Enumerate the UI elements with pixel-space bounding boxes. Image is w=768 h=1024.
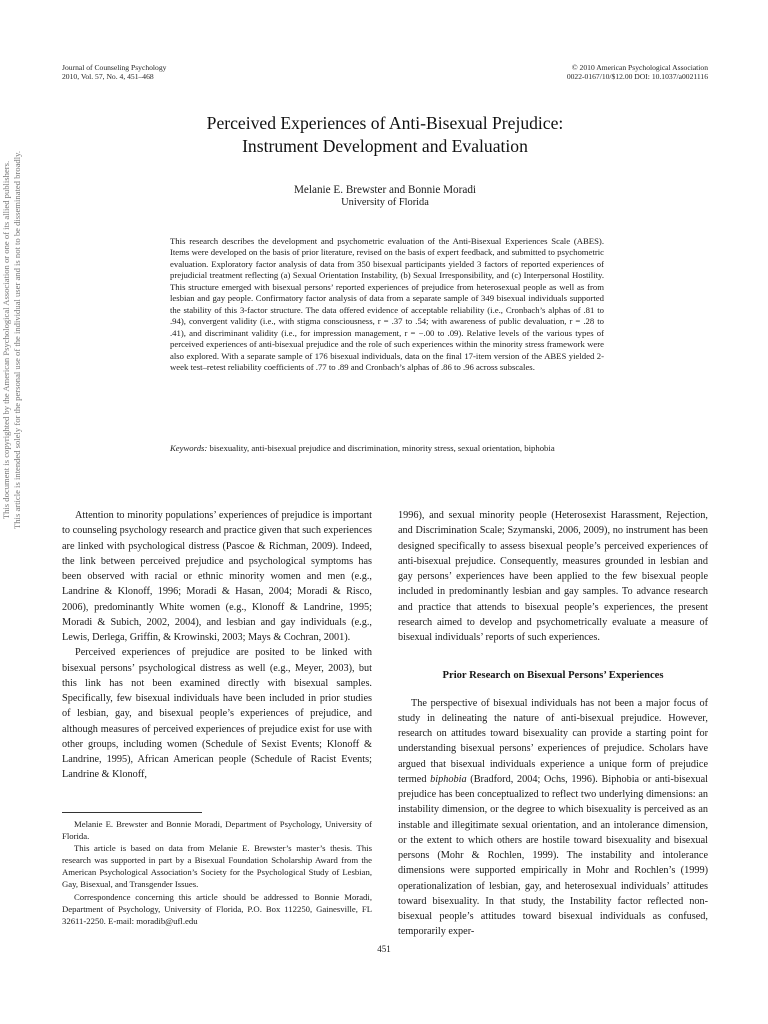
body-paragraph: Attention to minority populations’ experiences of prejudice is important to counseling psychology research and practice given that such experiences are linked with psychological distress (Pascoe & Richman, 2009). Indeed, the link between perceived prejudice and psychological symptoms has been observed with racial or ethnic minority women and men (e.g., Landrine & Klonoff, 1996; Moradi & Hasan, 2004; Moradi & Risco, 2006), predominantly White women (e.g., Klonoff & Landrine, 1995; Moradi & Subich, 2002, 2004), and lesbian and gay individuals (e.g., Lewis, Derlega, Griffin, & Krowinski, 2003; Mays & Cochran, 2001). <box>62 510 372 643</box>
page-number: 451 <box>377 944 391 954</box>
journal-name: Journal of Counseling Psychology <box>62 63 167 72</box>
journal-citation: 2010, Vol. 57, No. 4, 451–468 <box>62 72 154 82</box>
side-notice-line-1: This document is copyrighted by the American Psychological Association or one of its allied publishers. <box>1 160 11 520</box>
keywords-list: bisexuality, anti-bisexual prejudice and discrimination, minority stress, sexual orientation, biphobia <box>209 443 555 453</box>
article-title-line-1: Perceived Experiences of Anti-Bisexual Prejudice: <box>206 113 564 133</box>
author-names: Melanie E. Brewster and Bonnie Moradi <box>293 184 477 196</box>
body-column-left <box>62 508 372 783</box>
running-header-left <box>62 63 166 81</box>
italic-term: biphobia <box>430 773 467 785</box>
body-column-right <box>398 508 708 940</box>
paragraph-text: The perspective of bisexual individuals has not been a major focus of study in delineating the nature of anti-bisexual prejudice. However, research on attitudes toward bisexuality can provide a starting point for understanding bisexual persons’ experiences of prejudice. Scholars have argued that bisexual individuals experience a unique form of prejudice termed <box>398 697 708 785</box>
running-header-right <box>567 63 708 81</box>
article-title-line-2: Instrument Development and Evaluation <box>242 136 528 156</box>
copyright-side-notice <box>1 10 23 670</box>
keywords <box>170 443 604 454</box>
footnote: Correspondence concerning this article should be addressed to Bonnie Moradi, Department of Psychology, University of Florida, P.O. Box 112250, Gainesville, FL 32611-2250. E-mail: moradib@ufl.edu <box>62 891 372 926</box>
footnotes <box>62 818 372 927</box>
article-title <box>62 112 708 158</box>
footnote-divider <box>62 812 202 813</box>
body-paragraph: Perceived experiences of prejudice are posited to be linked with bisexual persons’ psychological distress as well (e.g., Meyer, 2003), but this link has not been examined directly with bisexual samples. Specifically, few bisexual individuals have been included in prior studies of lesbian, gay, and bisexual people’s experiences of prejudice, and although measures of perceived experiences of prejudice exist for use with other groups, including women (Schedule of Sexist Events; Klonoff & Landrine, 1995), African American people (Schedule of Racist Events; Landrine & Klonoff, <box>62 647 372 781</box>
paragraph-text: (Bradford, 2004; Ochs, 1996). Biphobia or anti-bisexual prejudice has been conceptualized to reflect two underlying dimensions: an instability dimension, or the degree to which bisexuality is perceived as an instable and illegitimate sexual orientation, and an intolerance dimension, or the extent to which others are hostile toward bisexuality and bisexual persons (Mohr & Rochlen, 1999). The instability and intolerance dimensions were supported empirically in Mohr and Rochlen’s (1999) operationalization of lesbian, gay, and heterosexual individuals’ attitudes toward bisexuality. In that study, the Instability factor reflected non-bisexual people’s attitudes toward bisexual individuals as confused, temporarily exper- <box>398 773 708 938</box>
keywords-label: Keywords: <box>170 443 208 453</box>
footnote: This article is based on data from Melanie E. Brewster’s master’s thesis. This research was supported in part by a Bisexual Foundation Scholarship Award from the American Psychological Association’s Society for the Psychological Study of Lesbian, Gay, Bisexual, and Transgender Issues. <box>62 843 372 890</box>
author-affiliation: University of Florida <box>341 197 429 208</box>
footnote: Melanie E. Brewster and Bonnie Moradi, Department of Psychology, University of Florida. <box>62 819 372 842</box>
doi-line: 0022-0167/10/$12.00 DOI: 10.1037/a0021116 <box>566 72 708 82</box>
section-heading: Prior Research on Bisexual Persons’ Experiences <box>442 670 664 682</box>
copyright-line: © 2010 American Psychological Association <box>571 63 708 72</box>
body-paragraph: 1996), and sexual minority people (Heterosexist Harassment, Rejection, and Discrimination Scale; Szymanski, 2006, 2009), no instrument has been designed specifically to assess bisexual people’s perceived experiences of anti-bisexual prejudice. Consequently, measures grounded in lesbian and gay persons’ experiences have been applied to the few bisexual people included in predominantly lesbian and gay samples. To advance research and practice that attends to bisexual people’s experiences, the present research aimed to develop and psychometrically evaluate a measure of bisexual individuals’ reports of such experiences. <box>398 510 708 643</box>
abstract: This research describes the development and psychometric evaluation of the Anti-Bisexual Experiences Scale (ABES). Items were developed on the basis of prior literature, revised on the basis of expert feedback, and submitted to psychometric evaluation. Exploratory factor analysis of data from 350 bisexual participants yielded 3 factors of reported experiences of prejudicial treatment reflecting (a) Sexual Orientation Instability, (b) Sexual Irresponsibility, and (c) Interpersonal Hostility. This structure emerged with bisexual persons’ reported experiences of prejudice from heterosexual people as well as from lesbian and gay people. Confirmatory factor analysis of data from a separate sample of 349 bisexual individuals supported the stability of this 3-factor structure. The data offered evidence of acceptable reliability (i.e., Cronbach’s alphas of .81 to .94), convergent validity (i.e., with stigma consciousness, r = .37 to .54; with awareness of public devaluation, r = .28 to .41), and discriminant validity (i.e., for impression management, r = −.00 to .09). Relative levels of the various types of perceived experiences of anti-bisexual prejudice and the role of such experiences within the minority stress framework were also explored. With a separate sample of 176 bisexual individuals, data on the final 17-item version of the ABES yielded 2-week test–retest reliability coefficients of .77 to .89 and Cronbach’s alphas of .86 to .96 across subscales. <box>170 236 604 372</box>
body-paragraph <box>398 696 708 940</box>
side-notice-line-2: This article is intended solely for the personal use of the individual user and is not to be disseminated broadly. <box>12 151 22 529</box>
